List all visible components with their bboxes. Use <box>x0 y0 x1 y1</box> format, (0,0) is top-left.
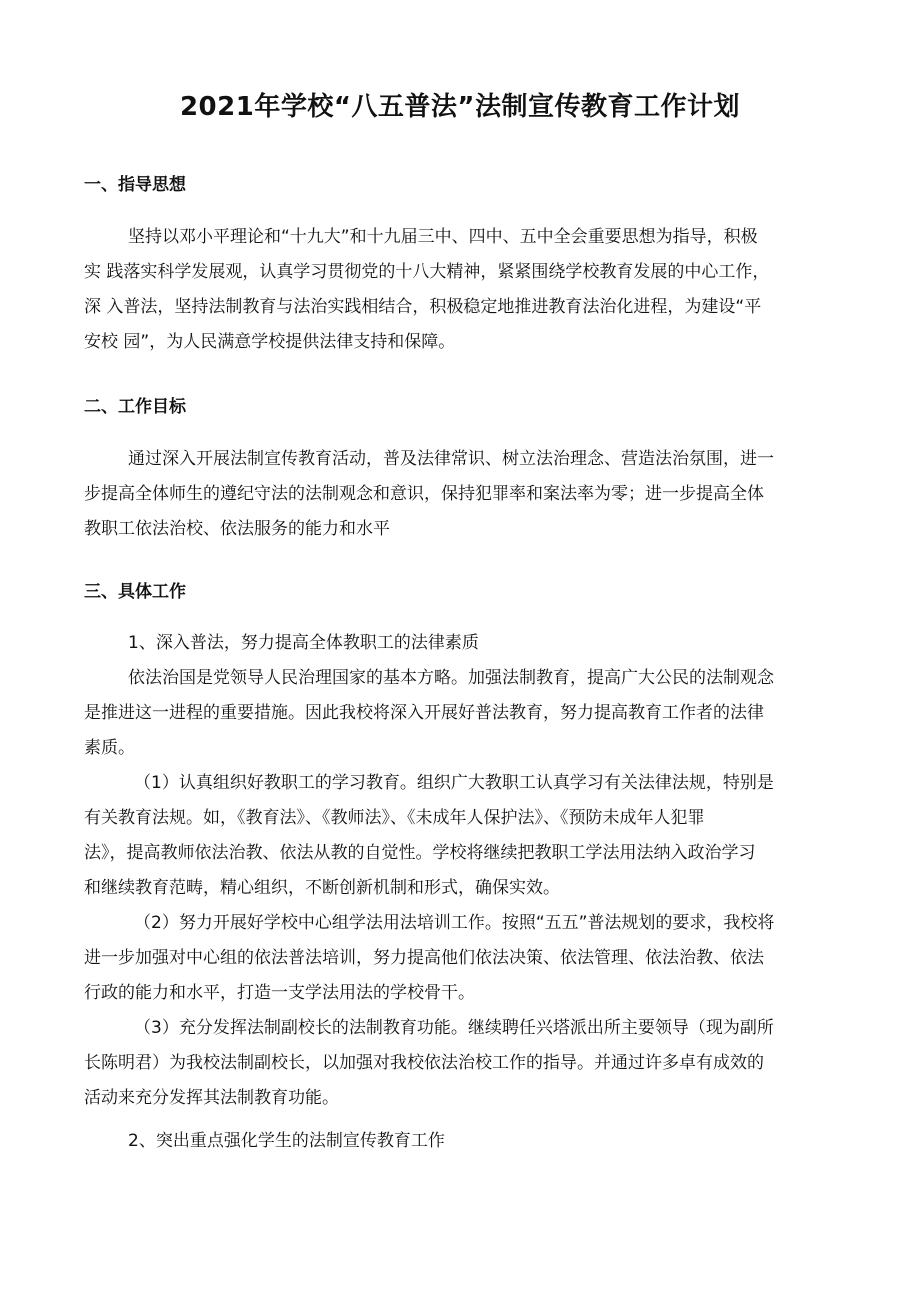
paragraph-line: （3）充分发挥法制副校长的法制教育功能。继续聘任兴塔派出所主要领导（现为副所 <box>134 1018 774 1038</box>
paragraph-line: （1）认真组织好教职工的学习教育。组织广大教职工认真学习有关法律法规，特别是 <box>134 773 774 793</box>
paragraph-guiding-thought <box>84 220 844 360</box>
section-heading-guiding-thought: 一、指导思想 <box>84 175 186 195</box>
paragraph-line: 步提高全体师生的遵纪守法的法制观念和意识，保持犯罪率和案法率为零；进一步提高全体 <box>84 484 764 504</box>
paragraph-specific-work <box>84 626 844 1159</box>
paragraph-line: 教职工依法治校、依法服务的能力和水平 <box>84 519 390 539</box>
paragraph-line: 法》，提高教师依法治教、依法从教的自觉性。学校将继续把教职工学法用法纳入政治学习 <box>84 843 756 863</box>
paragraph-line: 有关教育法规。如，《教育法》、《教师法》、《未成年人保护法》、《预防未成年人犯罪 <box>84 808 705 828</box>
paragraph-line: 深 入普法，坚持法制教育与法治实践相结合，积极稳定地推进教育法治化进程，为建设“平 <box>84 297 762 317</box>
paragraph-line: 实 践落实科学发展观，认真学习贯彻党的十八大精神，紧紧围绕学校教育发展的中心工作， <box>84 262 770 282</box>
paragraph-line: 通过深入开展法制宣传教育活动，普及法律常识、树立法治理念、营造法治氛围，进一 <box>128 449 774 469</box>
paragraph-line: 是推进这一进程的重要措施。因此我校将深入开展好普法教育，努力提高教育工作者的法律 <box>84 703 764 723</box>
document-title: 2021年学校“八五普法”法制宣传教育工作计划 <box>179 92 741 122</box>
section-heading-work-goals: 二、工作目标 <box>84 397 186 417</box>
paragraph-line: 依法治国是党领导人民治理国家的基本方略。加强法制教育，提高广大公民的法制观念 <box>128 668 774 688</box>
paragraph-line: 和继续教育范畴，精心组织，不断创新机制和形式，确保实效。 <box>84 878 560 898</box>
paragraph-line: 长陈明君）为我校法制副校长，以加强对我校依法治校工作的指导。并通过许多卓有成效的 <box>84 1053 764 1073</box>
paragraph-line: 坚持以邓小平理论和“十九大”和十九届三中、四中、五中全会重要思想为指导，积极 <box>128 227 758 247</box>
paragraph-line: 活动来充分发挥其法制教育功能。 <box>84 1088 339 1108</box>
paragraph-line: 进一步加强对中心组的依法普法培训，努力提高他们依法决策、依法管理、依法治教、依法 <box>84 948 764 968</box>
paragraph-line: （2）努力开展好学校中心组学法用法培训工作。按照“五五”普法规划的要求，我校将 <box>134 913 775 933</box>
paragraph-line: 行政的能力和水平，打造一支学法用法的学校骨干。 <box>84 983 475 1003</box>
paragraph-line: 素质。 <box>84 738 135 758</box>
paragraph-work-goals <box>84 442 844 547</box>
paragraph-line: 安校 园”，为人民满意学校提供法律支持和保障。 <box>84 332 456 352</box>
section-heading-specific-work: 三、具体工作 <box>84 582 186 602</box>
item-heading: 1、深入普法，努力提高全体教职工的法律素质 <box>128 633 479 653</box>
item-heading: 2、突出重点强化学生的法制宣传教育工作 <box>128 1131 445 1151</box>
